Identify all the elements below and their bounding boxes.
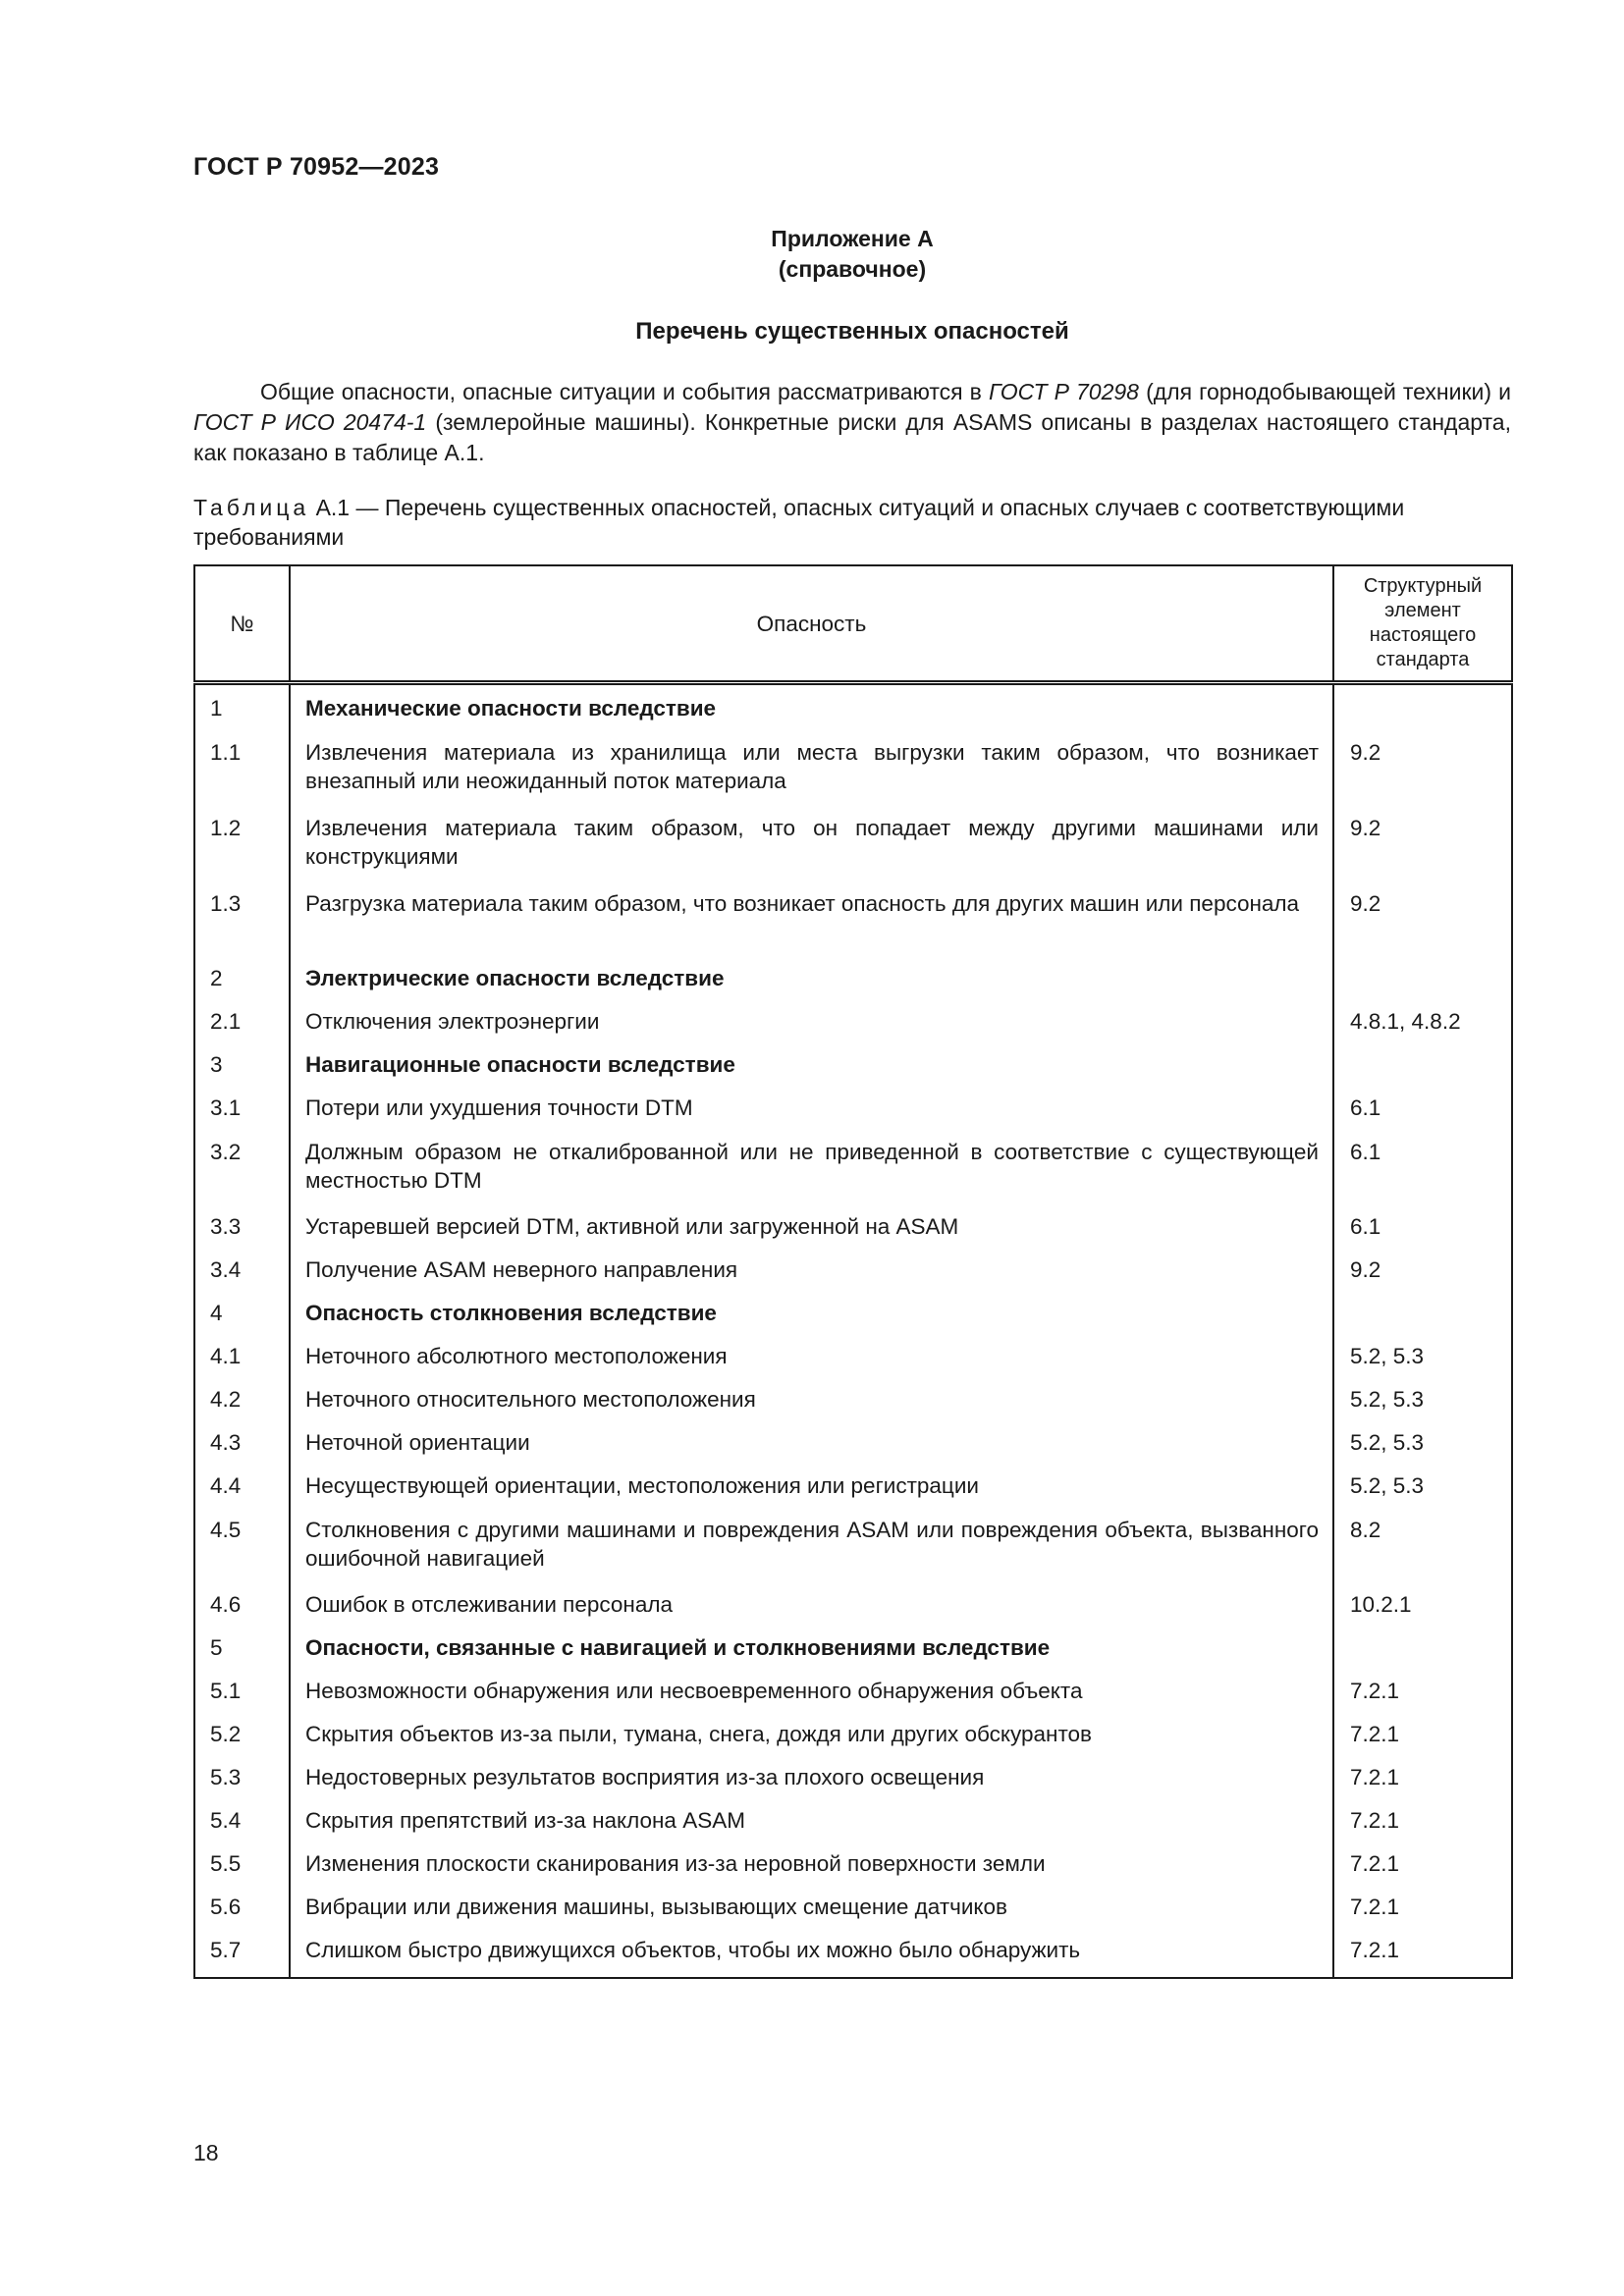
annex-title [193,224,1511,285]
row-structural-element: 7.2.1 [1333,1841,1512,1884]
intro-text-part3: (землеройные машины). Конкретные риски для ASAMS описаны в разделах настоящего стандарта, как показано в таблице А.1. [193,409,1511,465]
standard-reference-2: ГОСТ Р ИСО 20474-1 [193,409,427,435]
table-row [194,1333,1512,1376]
table-row [194,1419,1512,1463]
table-caption-label: Таблица [193,495,310,520]
table-row [194,1581,1512,1625]
row-hazard: Опасности, связанные с навигацией и столкновениями вследствие [290,1625,1333,1668]
row-hazard: Слишком быстро движущихся объектов, чтобы их можно было обнаружить [290,1927,1333,1978]
row-number: 1.1 [210,740,242,765]
row-hazard: Несуществующей ориентации, местоположения или регистрации [290,1463,1333,1506]
annex-title-line2: (справочное) [778,256,927,282]
row-number: 2 [210,966,223,990]
row-number: 5.3 [210,1765,242,1789]
row-hazard: Невозможности обнаружения или несвоевременного обнаружения объекта [290,1668,1333,1711]
row-hazard: Опасность столкновения вследствие [290,1290,1333,1333]
row-structural-element [1333,1041,1512,1085]
standard-reference-1: ГОСТ Р 70298 [988,379,1139,404]
row-hazard: Неточного относительного местоположения [290,1376,1333,1419]
row-hazard: Отключения электроэнергии [290,998,1333,1041]
table-row [194,1463,1512,1506]
row-number: 5.4 [210,1808,242,1833]
table-row [194,998,1512,1041]
row-number: 3 [210,1052,223,1077]
table-row [194,1376,1512,1419]
table-row [194,880,1512,955]
row-structural-element: 7.2.1 [1333,1668,1512,1711]
header-structural-element: Структурный элемент настоящего стандарта [1333,565,1512,683]
table-group-row [194,1290,1512,1333]
table-row [194,1754,1512,1797]
table-row [194,1668,1512,1711]
header-hazard: Опасность [290,565,1333,683]
table-row [194,1085,1512,1128]
row-number: 4.4 [210,1473,242,1498]
row-hazard: Разгрузка материала таким образом, что возникает опасность для других машин или персонала [290,880,1333,955]
table-caption-text: А.1 — Перечень существенных опасностей, опасных ситуаций и опасных случаев с соответствующими требованиями [193,495,1405,550]
row-number: 5.6 [210,1895,242,1919]
annex-title-line1: Приложение А [771,226,934,251]
row-number: 4.1 [210,1344,242,1368]
table-row [194,728,1512,804]
row-number: 5.1 [210,1679,242,1703]
table-row [194,1203,1512,1247]
row-hazard: Устаревшей версией DTM, активной или загруженной на ASAM [290,1203,1333,1247]
row-hazard: Навигационные опасности вследствие [290,1041,1333,1085]
table-row [194,1884,1512,1927]
row-structural-element: 7.2.1 [1333,1927,1512,1978]
row-hazard: Должным образом не откалиброванной или не приведенной в соответствие с существующей местностью DTM [290,1128,1333,1203]
row-structural-element: 5.2, 5.3 [1333,1419,1512,1463]
row-structural-element: 9.2 [1333,728,1512,804]
row-structural-element: 7.2.1 [1333,1797,1512,1841]
row-hazard: Изменения плоскости сканирования из-за неровной поверхности земли [290,1841,1333,1884]
row-hazard: Скрытия объектов из-за пыли, тумана, снега, дождя или других обскурантов [290,1711,1333,1754]
row-structural-element: 7.2.1 [1333,1711,1512,1754]
row-number: 4.3 [210,1430,242,1455]
row-hazard: Электрические опасности вследствие [290,955,1333,998]
document-code: ГОСТ Р 70952—2023 [193,153,440,181]
row-number: 4.5 [210,1518,242,1542]
row-structural-element [1333,1290,1512,1333]
table-group-row [194,1041,1512,1085]
row-hazard: Неточной ориентации [290,1419,1333,1463]
row-structural-element [1333,955,1512,998]
row-structural-element: 6.1 [1333,1128,1512,1203]
row-number: 5 [210,1635,223,1660]
header-number: № [194,565,290,683]
row-hazard: Извлечения материала таким образом, что он попадает между другими машинами или конструкциями [290,804,1333,880]
table-row [194,804,1512,880]
row-structural-element: 7.2.1 [1333,1884,1512,1927]
table-row [194,1797,1512,1841]
table-row [194,1927,1512,1978]
row-number: 1.2 [210,816,242,840]
intro-text-part2: (для горнодобывающей техники) и [1138,379,1511,404]
row-structural-element: 6.1 [1333,1203,1512,1247]
table-row [194,1128,1512,1203]
hazards-table [193,564,1513,1979]
row-hazard: Извлечения материала из хранилища или места выгрузки таким образом, что возникает внезапный или неожиданный поток материала [290,728,1333,804]
table-group-row [194,683,1512,729]
table-row [194,1506,1512,1581]
row-number: 2.1 [210,1009,242,1034]
table-row [194,1247,1512,1290]
row-number: 1.3 [210,891,242,916]
row-number: 3.4 [210,1257,242,1282]
page-number: 18 [193,2140,219,2165]
row-structural-element: 4.8.1, 4.8.2 [1333,998,1512,1041]
row-number: 5.2 [210,1722,242,1746]
row-structural-element: 9.2 [1333,880,1512,955]
row-structural-element: 6.1 [1333,1085,1512,1128]
section-title: Перечень существенных опасностей [635,318,1069,345]
row-structural-element: 9.2 [1333,1247,1512,1290]
row-structural-element: 5.2, 5.3 [1333,1333,1512,1376]
row-hazard: Столкновения с другими машинами и повреждения ASAM или повреждения объекта, вызванного ошибочной навигацией [290,1506,1333,1581]
row-structural-element: 5.2, 5.3 [1333,1376,1512,1419]
row-number: 4.2 [210,1387,242,1412]
hazards-table-container [193,564,1511,1979]
row-hazard: Получение ASAM неверного направления [290,1247,1333,1290]
row-structural-element: 5.2, 5.3 [1333,1463,1512,1506]
table-group-row [194,1625,1512,1668]
row-structural-element [1333,683,1512,729]
table-row [194,1841,1512,1884]
row-structural-element: 8.2 [1333,1506,1512,1581]
row-structural-element: 10.2.1 [1333,1581,1512,1625]
row-number: 4.6 [210,1592,242,1617]
row-hazard: Скрытия препятствий из-за наклона ASAM [290,1797,1333,1841]
row-number: 3.3 [210,1214,242,1239]
row-number: 1 [210,696,223,721]
row-hazard: Ошибок в отслеживании персонала [290,1581,1333,1625]
row-hazard: Потери или ухудшения точности DTM [290,1085,1333,1128]
row-number: 3.2 [210,1140,242,1164]
intro-text-part1: Общие опасности, опасные ситуации и события рассматриваются в [260,379,989,404]
row-hazard: Вибрации или движения машины, вызывающих смещение датчиков [290,1884,1333,1927]
row-number: 3.1 [210,1095,242,1120]
row-hazard: Недостоверных результатов восприятия из-за плохого освещения [290,1754,1333,1797]
row-hazard: Механические опасности вследствие [290,683,1333,729]
intro-paragraph [193,377,1511,468]
table-group-row [194,955,1512,998]
row-structural-element: 7.2.1 [1333,1754,1512,1797]
table-header-row [194,565,1512,683]
table-caption [193,493,1511,552]
row-structural-element: 9.2 [1333,804,1512,880]
row-number: 5.5 [210,1851,242,1876]
row-structural-element [1333,1625,1512,1668]
table-row [194,1711,1512,1754]
row-number: 4 [210,1301,223,1325]
row-number: 5.7 [210,1938,242,1962]
row-hazard: Неточного абсолютного местоположения [290,1333,1333,1376]
